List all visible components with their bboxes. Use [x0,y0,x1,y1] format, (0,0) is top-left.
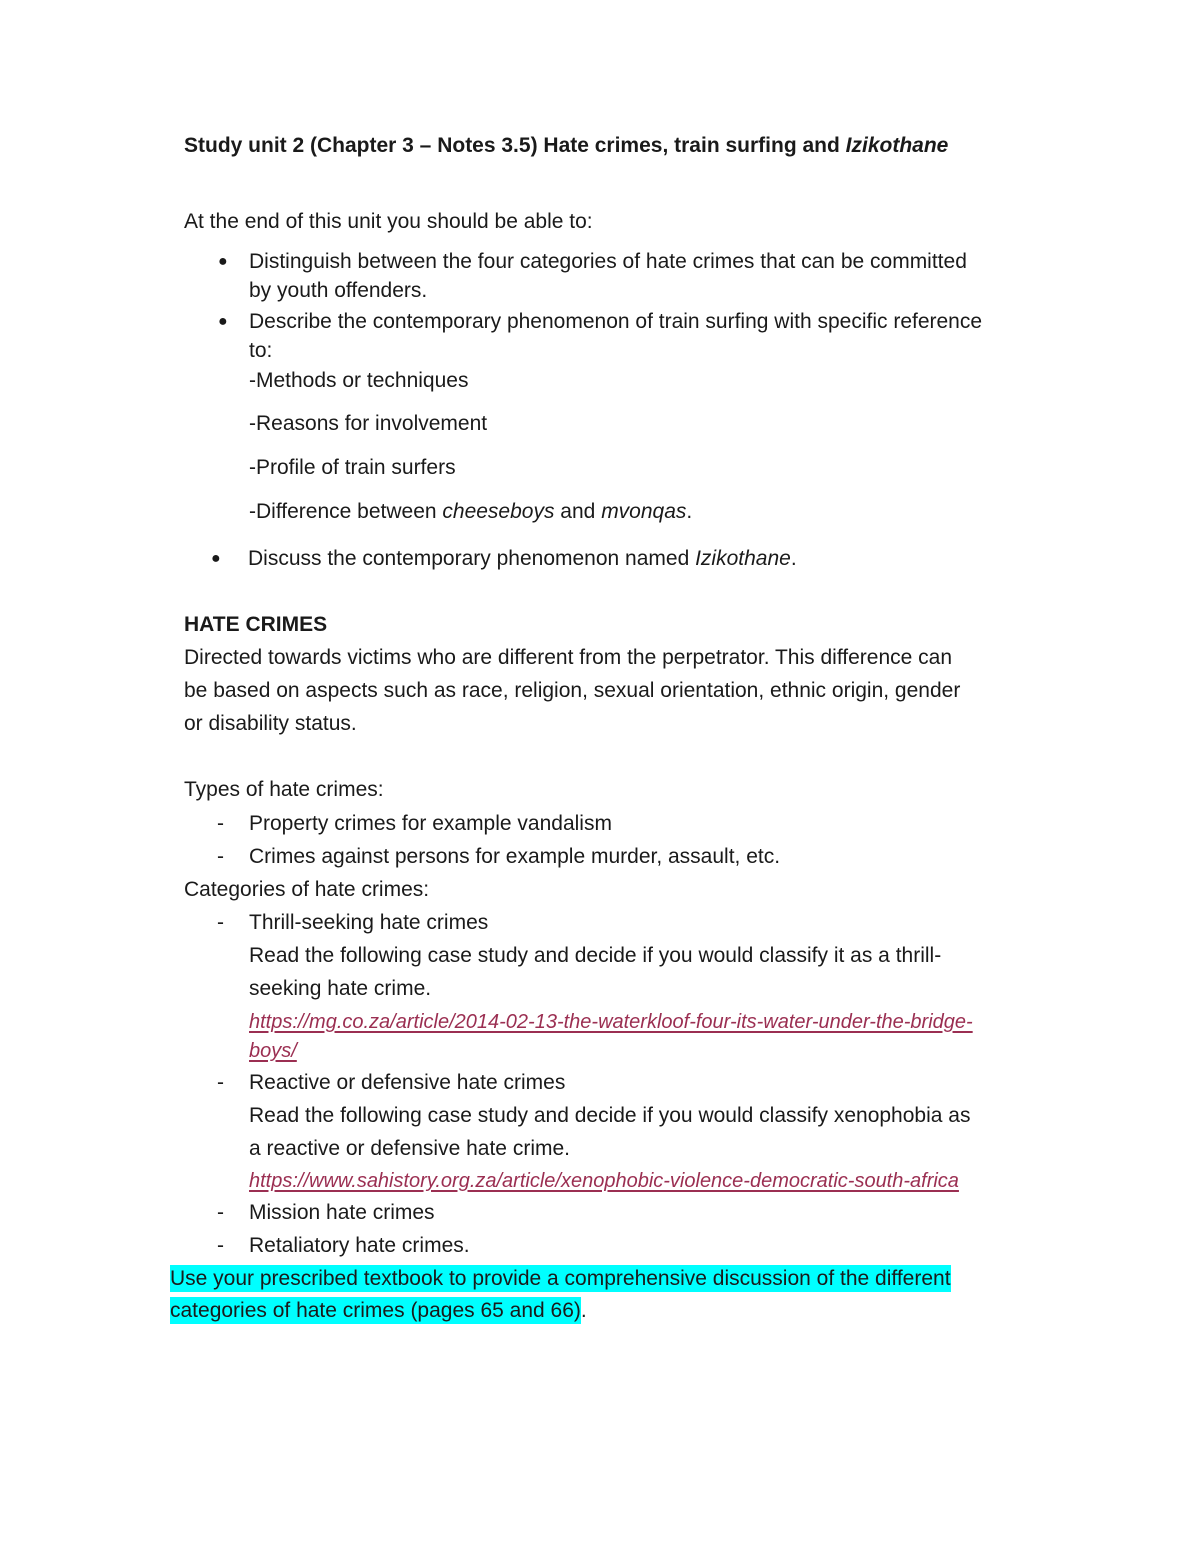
textbook-note-line-1 [170,1267,951,1291]
category-reactive-defensive: Reactive or defensive hate crimes [249,1071,566,1094]
objective-2-line-1: Describe the contemporary phenomenon of train surfing with specific reference [249,310,983,333]
definition-line-3: or disability status. [184,712,357,735]
intro-text: At the end of this unit you should be able to: [184,210,593,233]
thrill-case-link-line-1[interactable]: https://mg.co.za/article/2014-02-13-the-waterkloof-four-its-water-under-the-bridge- [249,1011,973,1033]
thrill-case-link-line-2[interactable]: boys/ [249,1040,297,1062]
dash-marker-icon: - [217,1234,224,1257]
bullet-dot-icon: ● [218,253,228,270]
section-heading-hate-crimes: HATE CRIMES [184,613,328,636]
type-property-crimes: Property crimes for example vandalism [249,812,612,835]
thrill-read-line-1: Read the following case study and decide if you would classify it as a thrill- [249,944,942,967]
objective-3-text: Discuss the contemporary phenomenon named [248,547,696,570]
types-label: Types of hate crimes: [184,778,384,801]
page-title [184,134,948,158]
difference-period: . [686,500,693,523]
category-thrill-seeking: Thrill-seeking hate crimes [249,911,489,934]
dash-marker-icon: - [217,1071,224,1094]
sub-item-profile: -Profile of train surfers [249,456,456,479]
bullet-dot-icon: ● [218,313,228,330]
sub-item-methods: -Methods or techniques [249,369,469,392]
title-italic: Izikothane [845,134,949,157]
sub-item-difference [249,500,692,524]
difference-text: -Difference between [249,500,443,523]
bullet-dot-icon: ● [211,550,221,567]
categories-label: Categories of hate crimes: [184,878,430,901]
textbook-note-line-2 [170,1299,587,1323]
title-text: Study unit 2 (Chapter 3 – Notes 3.5) Hate crimes, train surfing and [184,134,846,157]
dash-marker-icon: - [217,911,224,934]
sub-item-reasons: -Reasons for involvement [249,412,488,435]
objective-1-line-2: by youth offenders. [249,279,428,302]
objective-3 [248,547,797,571]
term-cheeseboys: cheeseboys [442,500,555,523]
objective-3-period: . [790,547,797,570]
reactive-case-link[interactable]: https://www.sahistory.org.za/article/xenophobic-violence-democratic-south-africa [249,1170,959,1192]
definition-line-1: Directed towards victims who are different from the perpetrator. This difference can [184,646,953,669]
highlight-text-2: categories of hate crimes (pages 65 and 66) [170,1299,581,1322]
objective-1-line-1: Distinguish between the four categories of hate crimes that can be committed [249,250,967,273]
type-crimes-against-persons: Crimes against persons for example murder, assault, etc. [249,845,781,868]
term-izikothane: Izikothane [695,547,791,570]
reactive-read-line-1: Read the following case study and decide if you would classify xenophobia as [249,1104,971,1127]
dash-marker-icon: - [217,812,224,835]
definition-line-2: be based on aspects such as race, religion, sexual orientation, ethnic origin, gender [184,679,961,702]
dash-marker-icon: - [217,1201,224,1224]
difference-and: and [554,500,602,523]
objective-2-line-2: to: [249,339,273,362]
highlight-text-1: Use your prescribed textbook to provide a comprehensive discussion of the different [170,1267,951,1290]
thrill-read-line-2: seeking hate crime. [249,977,432,1000]
category-retaliatory: Retaliatory hate crimes. [249,1234,470,1257]
term-mvonqas: mvonqas [601,500,687,523]
reactive-read-line-2: a reactive or defensive hate crime. [249,1137,570,1160]
note-period: . [580,1299,587,1322]
category-mission: Mission hate crimes [249,1201,435,1224]
dash-marker-icon: - [217,845,224,868]
